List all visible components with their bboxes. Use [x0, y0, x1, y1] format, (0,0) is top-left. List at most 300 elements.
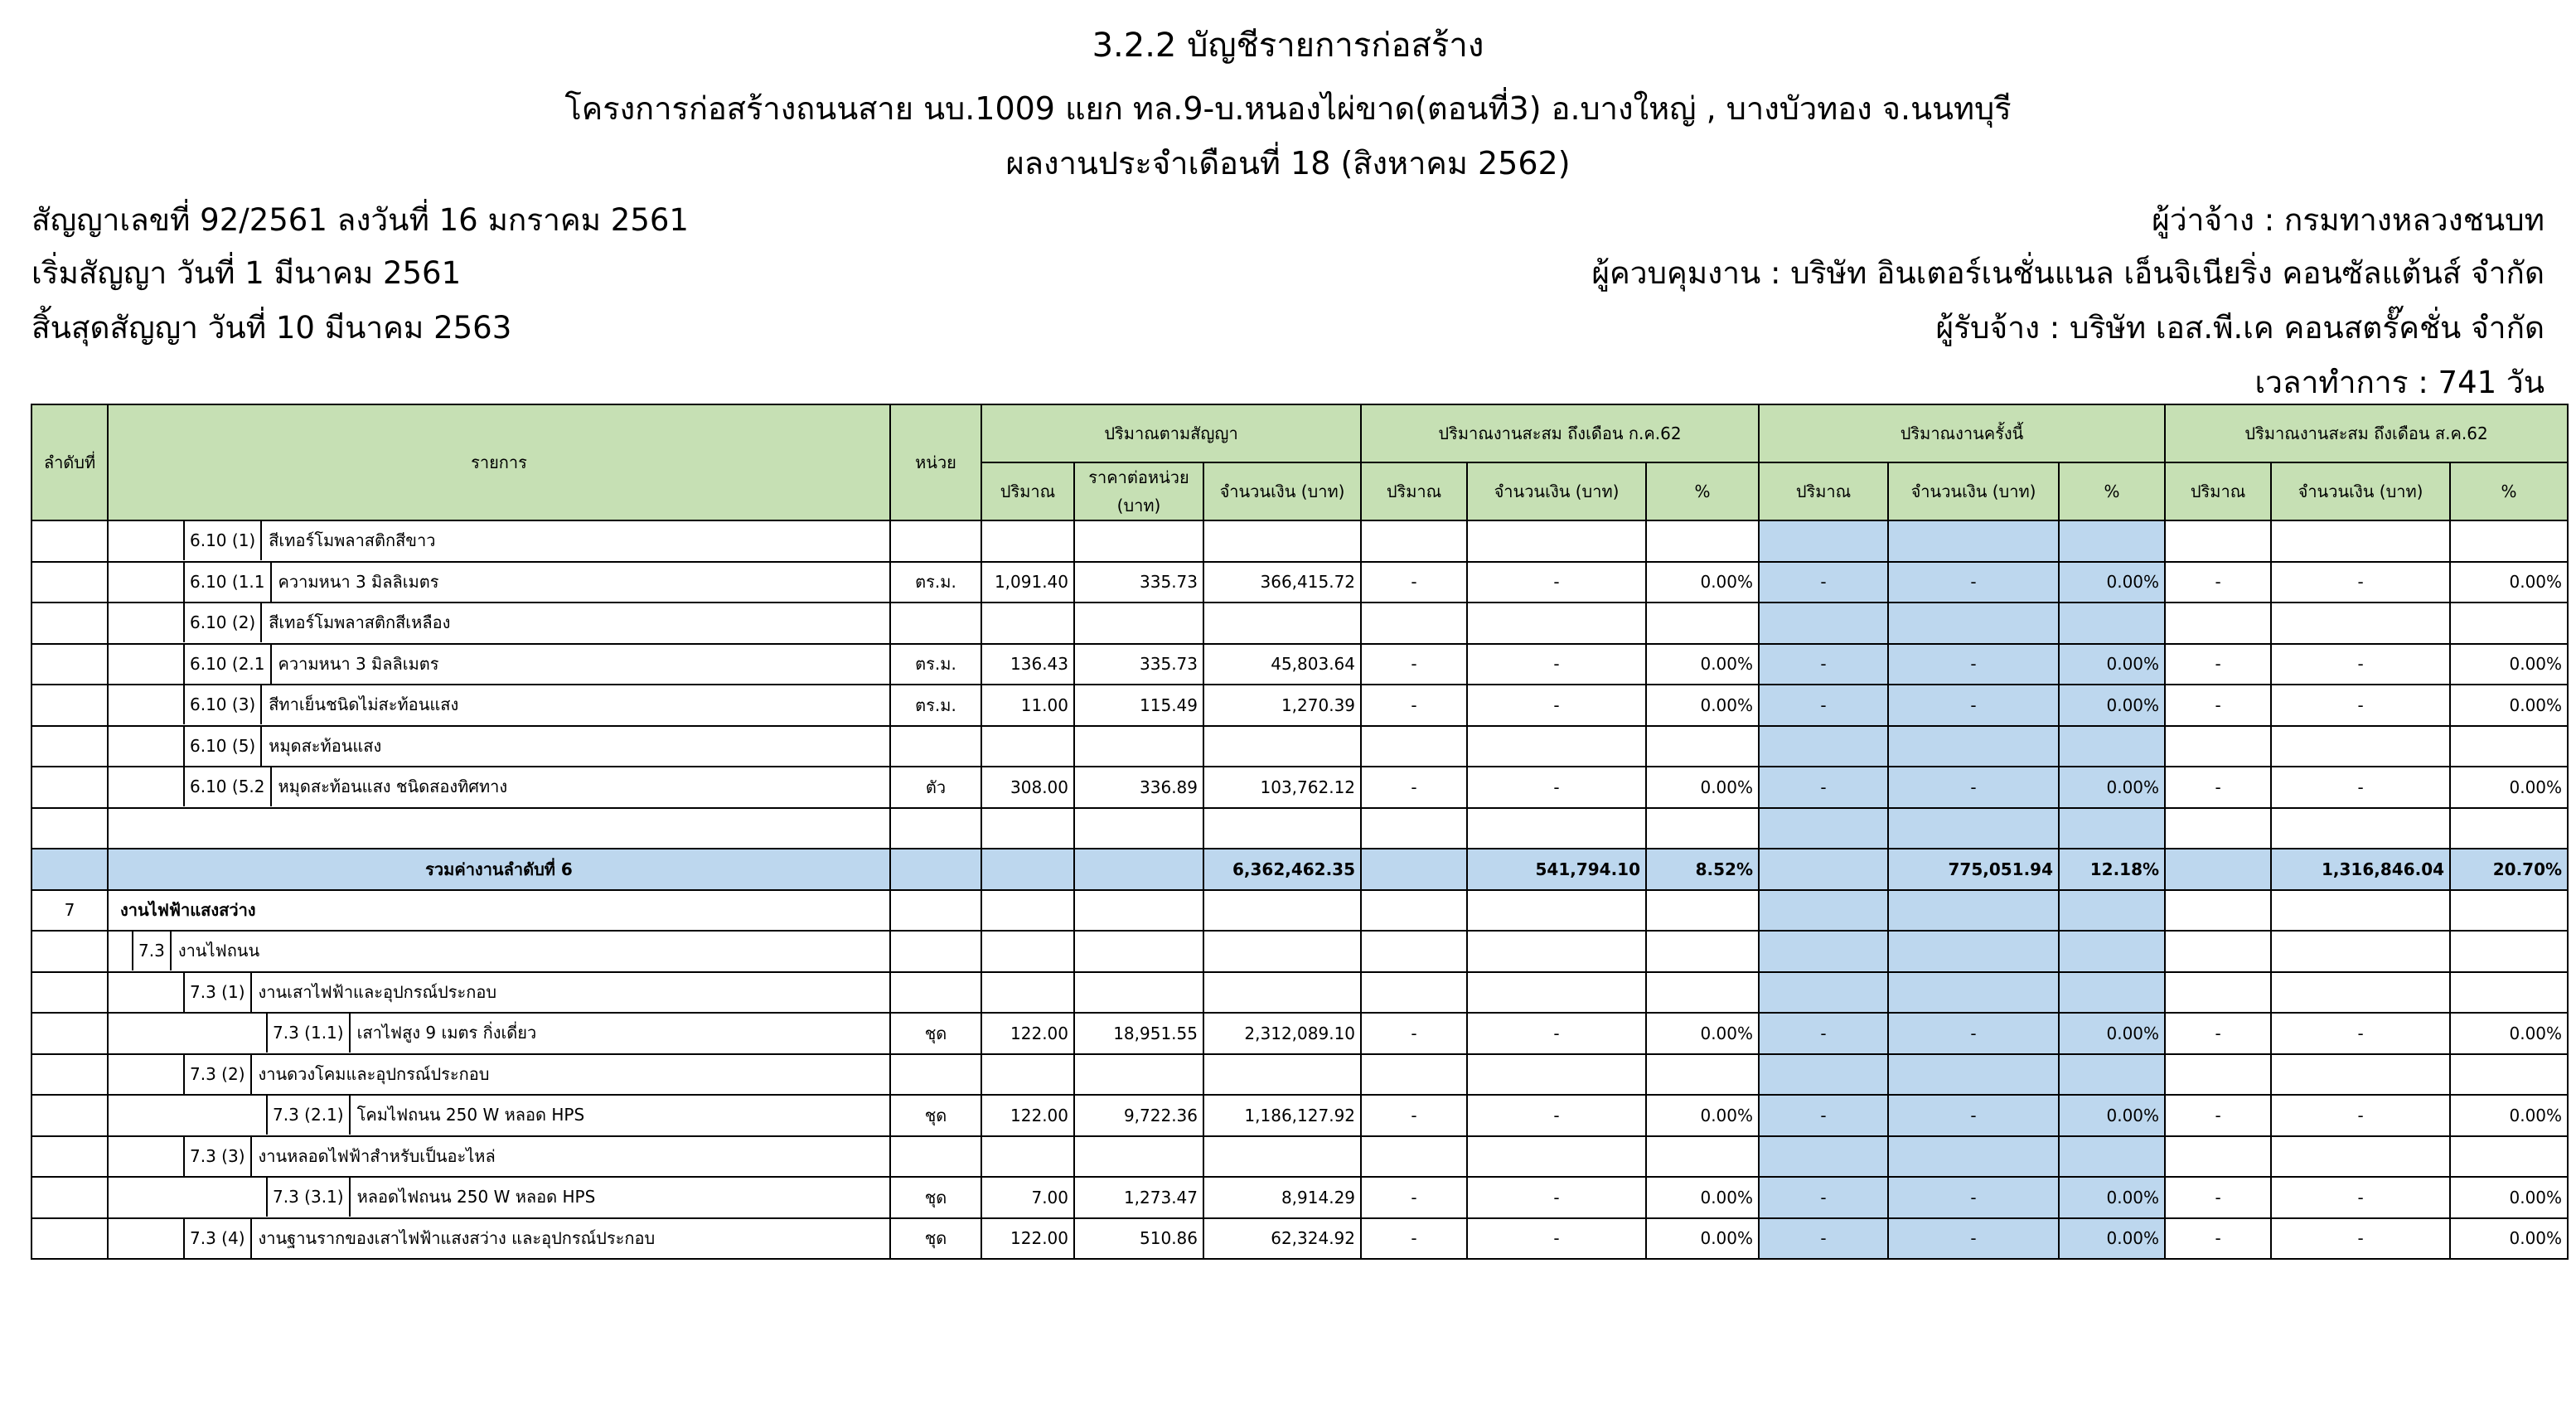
item-code: 7.3 (2)	[183, 1055, 252, 1094]
header-unit: หน่วย	[890, 404, 981, 520]
cell-cum-amount: -	[2271, 767, 2450, 808]
cell-prev-percent	[1646, 1054, 1759, 1096]
cell-current-percent: 0.00%	[2059, 1013, 2165, 1054]
cell-prev-qty: -	[1361, 644, 1467, 685]
cell-prev-amount: -	[1467, 1218, 1646, 1260]
cell-current-qty	[1759, 726, 1888, 767]
total-qty	[981, 849, 1074, 890]
header-current-group: ปริมาณงานครั้งนี้	[1759, 404, 2165, 462]
item-description: งานหลอดไฟฟ้าสำหรับเป็นอะไหล่	[258, 1145, 496, 1166]
cell-cum-percent	[2450, 890, 2568, 932]
cell-cum-qty: -	[2165, 1095, 2271, 1136]
cell-current-percent	[2059, 726, 2165, 767]
header-amount: จำนวนเงิน (บาท)	[2271, 462, 2450, 520]
cell-current-percent: 0.00%	[2059, 1218, 2165, 1260]
cell-prev-qty	[1361, 808, 1467, 849]
cell-qty	[981, 603, 1074, 644]
cell-current-percent	[2059, 1136, 2165, 1178]
cell-current-percent	[2059, 808, 2165, 849]
item-description: โคมไฟถนน 250 W หลอด HPS	[356, 1105, 585, 1125]
cell-cum-qty: -	[2165, 685, 2271, 726]
cell-current-qty	[1759, 931, 1888, 972]
cell-cum-percent	[2450, 726, 2568, 767]
cell-unit-price	[1074, 808, 1203, 849]
cell-cum-percent	[2450, 808, 2568, 849]
cell-cum-qty: -	[2165, 767, 2271, 808]
total-current-percent: 12.18%	[2059, 849, 2165, 890]
total-cum-percent: 20.70%	[2450, 849, 2568, 890]
cell-no	[31, 972, 108, 1014]
cell-no: 7	[31, 890, 108, 932]
cell-item	[108, 1177, 890, 1218]
cell-no	[31, 562, 108, 603]
cell-prev-qty: -	[1361, 767, 1467, 808]
item-code: 6.10 (5.2	[183, 767, 272, 806]
cell-prev-amount: -	[1467, 767, 1646, 808]
cell-prev-qty: -	[1361, 1013, 1467, 1054]
cell-cum-qty: -	[2165, 1013, 2271, 1054]
cell-no	[31, 931, 108, 972]
cell-current-amount	[1888, 726, 2059, 767]
cell-unit: ตัว	[890, 767, 981, 808]
item-code: 6.10 (1)	[183, 521, 262, 560]
cell-prev-percent	[1646, 972, 1759, 1014]
item-description	[114, 818, 120, 838]
cell-item	[108, 520, 890, 562]
item-code: 6.10 (2)	[183, 603, 262, 642]
cell-prev-amount	[1467, 520, 1646, 562]
cell-cum-percent: 0.00%	[2450, 1013, 2568, 1054]
total-label: รวมค่างานลำดับที่ 6	[108, 849, 890, 890]
item-description: หมุดสะท้อนแสง	[269, 735, 382, 756]
header-unit-price-sub: (บาท)	[1116, 496, 1161, 515]
item-description: ความหนา 3 มิลลิเมตร	[278, 571, 439, 592]
cell-current-amount	[1888, 931, 2059, 972]
employer: ผู้ว่าจ้าง : กรมทางหลวงชนบท	[2152, 202, 2545, 238]
cell-unit: ชุด	[890, 1013, 981, 1054]
cell-current-percent	[2059, 972, 2165, 1014]
cell-current-amount	[1888, 1054, 2059, 1096]
cell-cum-percent: 0.00%	[2450, 685, 2568, 726]
cell-unit: ชุด	[890, 1177, 981, 1218]
total-prev-qty	[1361, 849, 1467, 890]
cell-unit	[890, 808, 981, 849]
cell-current-qty: -	[1759, 1177, 1888, 1218]
item-description: งานเสาไฟฟ้าและอุปกรณ์ประกอบ	[258, 981, 497, 1002]
cell-cum-amount: -	[2271, 1095, 2450, 1136]
contract-number: สัญญาเลขที่ 92/2561 ลงวันที่ 16 มกราคม 2561	[31, 202, 689, 238]
cell-prev-amount	[1467, 808, 1646, 849]
cell-cum-amount	[2271, 931, 2450, 972]
cell-prev-percent	[1646, 726, 1759, 767]
total-unit	[890, 849, 981, 890]
header-cum-group: ปริมาณงานสะสม ถึงเดือน ส.ค.62	[2165, 404, 2568, 462]
cell-no	[31, 767, 108, 808]
item-description: สีเทอร์โมพลาสติกสีขาว	[269, 530, 436, 551]
table-body-section-6	[31, 520, 2568, 849]
cell-current-percent	[2059, 603, 2165, 644]
cell-item	[108, 808, 890, 849]
header-contract-group: ปริมาณตามสัญญา	[981, 404, 1361, 462]
cell-amount	[1203, 603, 1361, 644]
cell-qty	[981, 890, 1074, 932]
cell-unit-price: 335.73	[1074, 562, 1203, 603]
cell-unit	[890, 520, 981, 562]
cell-amount: 103,762.12	[1203, 767, 1361, 808]
header-percent: %	[2059, 462, 2165, 520]
total-no	[31, 849, 108, 890]
total-current-amount: 775,051.94	[1888, 849, 2059, 890]
table-row	[31, 808, 2568, 849]
cell-amount: 366,415.72	[1203, 562, 1361, 603]
cell-prev-percent	[1646, 808, 1759, 849]
cell-current-amount	[1888, 520, 2059, 562]
cell-amount	[1203, 1054, 1361, 1096]
cell-amount: 62,324.92	[1203, 1218, 1361, 1260]
cell-no	[31, 685, 108, 726]
table-row	[31, 726, 2568, 767]
total-amount: 6,362,462.35	[1203, 849, 1361, 890]
cell-prev-amount	[1467, 603, 1646, 644]
cell-unit-price	[1074, 520, 1203, 562]
contractor: ผู้รับจ้าง : บริษัท เอส.พี.เค คอนสตรั๊คชั่น จำกัด	[1935, 310, 2545, 346]
item-description: งานไฟถนน	[177, 941, 260, 961]
cell-cum-percent	[2450, 1136, 2568, 1178]
cell-current-qty: -	[1759, 562, 1888, 603]
cell-unit	[890, 972, 981, 1014]
cell-current-amount	[1888, 808, 2059, 849]
cell-cum-amount: -	[2271, 685, 2450, 726]
cell-cum-qty	[2165, 890, 2271, 932]
cell-cum-percent: 0.00%	[2450, 644, 2568, 685]
cell-prev-amount: -	[1467, 562, 1646, 603]
cell-prev-percent: 0.00%	[1646, 1177, 1759, 1218]
cell-cum-qty	[2165, 1136, 2271, 1178]
cell-item	[108, 1095, 890, 1136]
cell-current-amount	[1888, 972, 2059, 1014]
cell-prev-percent: 0.00%	[1646, 685, 1759, 726]
cell-cum-amount	[2271, 890, 2450, 932]
cell-current-amount: -	[1888, 685, 2059, 726]
page-title: 3.2.2 บัญชีรายการก่อสร้าง	[1092, 27, 1484, 65]
total-current-qty	[1759, 849, 1888, 890]
cell-amount: 8,914.29	[1203, 1177, 1361, 1218]
cell-current-amount: -	[1888, 767, 2059, 808]
cell-prev-qty	[1361, 931, 1467, 972]
cell-prev-amount	[1467, 890, 1646, 932]
cell-current-percent	[2059, 931, 2165, 972]
header-qty: ปริมาณ	[1759, 462, 1888, 520]
item-description: หลอดไฟถนน 250 W หลอด HPS	[356, 1187, 596, 1207]
cell-prev-amount: -	[1467, 1177, 1646, 1218]
item-description: งานไฟฟ้าแสงสว่าง	[120, 900, 256, 921]
table-row	[31, 972, 2568, 1014]
item-code: 6.10 (5)	[183, 727, 262, 766]
cell-prev-qty: -	[1361, 685, 1467, 726]
construction-items-table	[31, 404, 2569, 1260]
cell-unit-price: 510.86	[1074, 1218, 1203, 1260]
cell-qty	[981, 931, 1074, 972]
cell-unit	[890, 1054, 981, 1096]
cell-prev-amount	[1467, 1054, 1646, 1096]
cell-no	[31, 1177, 108, 1218]
cell-cum-qty	[2165, 1054, 2271, 1096]
cell-current-percent	[2059, 520, 2165, 562]
cell-current-amount: -	[1888, 1218, 2059, 1260]
cell-prev-percent	[1646, 520, 1759, 562]
cell-cum-amount	[2271, 1136, 2450, 1178]
cell-qty: 7.00	[981, 1177, 1074, 1218]
cell-prev-amount	[1467, 1136, 1646, 1178]
item-code: 6.10 (3)	[183, 685, 262, 724]
total-cum-qty	[2165, 849, 2271, 890]
cell-no	[31, 1054, 108, 1096]
cell-cum-percent: 0.00%	[2450, 562, 2568, 603]
cell-unit-price: 1,273.47	[1074, 1177, 1203, 1218]
cell-unit-price	[1074, 931, 1203, 972]
header-amount: จำนวนเงิน (บาท)	[1888, 462, 2059, 520]
header-amount: จำนวนเงิน (บาท)	[1203, 462, 1361, 520]
item-description: สีเทอร์โมพลาสติกสีเหลือง	[269, 612, 451, 633]
cell-no	[31, 1095, 108, 1136]
table-row	[31, 562, 2568, 603]
cell-cum-qty	[2165, 603, 2271, 644]
cell-current-qty	[1759, 603, 1888, 644]
cell-prev-percent	[1646, 890, 1759, 932]
cell-cum-qty	[2165, 972, 2271, 1014]
item-code: 6.10 (2.1	[183, 645, 272, 684]
cell-amount	[1203, 890, 1361, 932]
table-row	[31, 931, 2568, 972]
cell-prev-qty: -	[1361, 1218, 1467, 1260]
table-row	[31, 644, 2568, 685]
cell-current-amount	[1888, 1136, 2059, 1178]
cell-cum-amount	[2271, 726, 2450, 767]
cell-current-qty	[1759, 890, 1888, 932]
header-qty: ปริมาณ	[1361, 462, 1467, 520]
header-qty: ปริมาณ	[2165, 462, 2271, 520]
item-code: 7.3 (3)	[183, 1137, 252, 1176]
cell-unit-price	[1074, 603, 1203, 644]
cell-amount	[1203, 726, 1361, 767]
cell-cum-qty: -	[2165, 644, 2271, 685]
cell-unit-price: 9,722.36	[1074, 1095, 1203, 1136]
cell-qty	[981, 726, 1074, 767]
cell-item	[108, 562, 890, 603]
cell-cum-qty	[2165, 726, 2271, 767]
table-body-section-7	[31, 890, 2568, 1260]
cell-current-amount	[1888, 603, 2059, 644]
cell-prev-percent: 0.00%	[1646, 644, 1759, 685]
header-unit-price-label: ราคาต่อหน่วย	[1088, 467, 1189, 487]
cell-prev-percent: 0.00%	[1646, 562, 1759, 603]
cell-amount	[1203, 520, 1361, 562]
cell-current-percent: 0.00%	[2059, 685, 2165, 726]
header-percent: %	[1646, 462, 1759, 520]
cell-cum-amount: -	[2271, 1177, 2450, 1218]
table-row	[31, 1095, 2568, 1136]
cell-qty	[981, 1054, 1074, 1096]
cell-no	[31, 603, 108, 644]
cell-cum-percent: 0.00%	[2450, 1218, 2568, 1260]
cell-prev-percent: 0.00%	[1646, 1013, 1759, 1054]
cell-item	[108, 685, 890, 726]
cell-amount	[1203, 808, 1361, 849]
duration: เวลาทำการ : 741 วัน	[2254, 365, 2545, 400]
cell-unit	[890, 603, 981, 644]
cell-prev-percent: 0.00%	[1646, 1095, 1759, 1136]
project-title: โครงการก่อสร้างถนนสาย นบ.1009 แยก ทล.9-บ.หนองไผ่ขาด(ตอนที่3) อ.บางใหญ่ , บางบัวทอง จ.นนทบุรี	[564, 90, 2012, 127]
cell-unit: ตร.ม.	[890, 644, 981, 685]
cell-cum-percent	[2450, 1054, 2568, 1096]
cell-unit-price	[1074, 890, 1203, 932]
cell-current-percent	[2059, 890, 2165, 932]
table-row	[31, 1218, 2568, 1260]
cell-amount: 1,186,127.92	[1203, 1095, 1361, 1136]
cell-no	[31, 644, 108, 685]
cell-item	[108, 890, 890, 932]
cell-prev-percent: 0.00%	[1646, 1218, 1759, 1260]
cell-cum-qty: -	[2165, 562, 2271, 603]
table-row	[31, 1013, 2568, 1054]
cell-no	[31, 808, 108, 849]
total-prev-amount: 541,794.10	[1467, 849, 1646, 890]
cell-item	[108, 1218, 890, 1260]
cell-qty	[981, 1136, 1074, 1178]
cell-unit-price: 18,951.55	[1074, 1013, 1203, 1054]
cell-current-qty: -	[1759, 767, 1888, 808]
cell-cum-qty	[2165, 931, 2271, 972]
cell-unit-price	[1074, 1136, 1203, 1178]
cell-unit-price: 336.89	[1074, 767, 1203, 808]
cell-prev-amount: -	[1467, 1095, 1646, 1136]
item-description: งานดวงโคมและอุปกรณ์ประกอบ	[258, 1063, 490, 1084]
cell-cum-percent	[2450, 931, 2568, 972]
cell-current-qty	[1759, 1136, 1888, 1178]
cell-cum-percent: 0.00%	[2450, 767, 2568, 808]
cell-current-amount: -	[1888, 644, 2059, 685]
cell-item	[108, 644, 890, 685]
cell-prev-amount	[1467, 972, 1646, 1014]
cell-current-percent: 0.00%	[2059, 1177, 2165, 1218]
item-code: 7.3 (4)	[183, 1219, 252, 1258]
cell-unit-price	[1074, 726, 1203, 767]
cell-cum-amount: -	[2271, 644, 2450, 685]
cell-prev-qty	[1361, 726, 1467, 767]
header-prev-group: ปริมาณงานสะสม ถึงเดือน ก.ค.62	[1361, 404, 1759, 462]
cell-current-qty: -	[1759, 1095, 1888, 1136]
cell-item	[108, 726, 890, 767]
contract-end: สิ้นสุดสัญญา วันที่ 10 มีนาคม 2563	[31, 310, 512, 346]
cell-amount	[1203, 972, 1361, 1014]
header-item: รายการ	[108, 404, 890, 520]
cell-cum-amount	[2271, 520, 2450, 562]
cell-cum-percent: 0.00%	[2450, 1095, 2568, 1136]
cell-current-percent: 0.00%	[2059, 1095, 2165, 1136]
table-row	[31, 1054, 2568, 1096]
cell-current-amount	[1888, 890, 2059, 932]
cell-current-percent: 0.00%	[2059, 644, 2165, 685]
cell-prev-qty	[1361, 972, 1467, 1014]
cell-prev-qty	[1361, 520, 1467, 562]
cell-current-amount: -	[1888, 562, 2059, 603]
cell-unit-price: 115.49	[1074, 685, 1203, 726]
cell-cum-percent	[2450, 603, 2568, 644]
cell-current-qty: -	[1759, 1013, 1888, 1054]
cell-unit: ชุด	[890, 1095, 981, 1136]
item-description: เสาไฟสูง 9 เมตร กิ่งเดี่ยว	[356, 1023, 537, 1043]
cell-qty: 11.00	[981, 685, 1074, 726]
item-code: 7.3 (3.1)	[266, 1178, 351, 1217]
item-description: งานฐานรากของเสาไฟฟ้าแสงสว่าง และอุปกรณ์ประกอบ	[258, 1227, 656, 1248]
cell-current-qty: -	[1759, 685, 1888, 726]
cell-cum-qty	[2165, 520, 2271, 562]
cell-current-qty: -	[1759, 1218, 1888, 1260]
cell-cum-amount: -	[2271, 562, 2450, 603]
cell-current-qty	[1759, 808, 1888, 849]
cell-item	[108, 1054, 890, 1096]
table-row	[31, 1177, 2568, 1218]
cell-current-qty	[1759, 972, 1888, 1014]
cell-current-amount: -	[1888, 1013, 2059, 1054]
cell-unit-price	[1074, 972, 1203, 1014]
cell-item	[108, 767, 890, 808]
cell-no	[31, 726, 108, 767]
cell-qty: 308.00	[981, 767, 1074, 808]
cell-cum-amount	[2271, 603, 2450, 644]
cell-prev-amount: -	[1467, 644, 1646, 685]
cell-cum-amount	[2271, 808, 2450, 849]
cell-item	[108, 1013, 890, 1054]
cell-cum-amount: -	[2271, 1218, 2450, 1260]
cell-amount: 1,270.39	[1203, 685, 1361, 726]
cell-no	[31, 1136, 108, 1178]
item-code: 7.3 (1)	[183, 973, 252, 1012]
table-row	[31, 603, 2568, 644]
cell-prev-qty: -	[1361, 1095, 1467, 1136]
cell-cum-percent	[2450, 520, 2568, 562]
cell-prev-amount: -	[1467, 1013, 1646, 1054]
table-row	[31, 1136, 2568, 1178]
cell-prev-qty: -	[1361, 562, 1467, 603]
cell-prev-amount	[1467, 931, 1646, 972]
item-code: 7.3 (2.1)	[266, 1096, 351, 1135]
cell-amount: 2,312,089.10	[1203, 1013, 1361, 1054]
cell-current-qty: -	[1759, 644, 1888, 685]
cell-amount	[1203, 1136, 1361, 1178]
cell-no	[31, 1013, 108, 1054]
cell-unit	[890, 726, 981, 767]
cell-unit	[890, 931, 981, 972]
cell-current-percent: 0.00%	[2059, 562, 2165, 603]
cell-prev-percent	[1646, 603, 1759, 644]
cell-prev-qty	[1361, 1054, 1467, 1096]
cell-qty: 122.00	[981, 1218, 1074, 1260]
cell-item	[108, 972, 890, 1014]
cell-item	[108, 931, 890, 972]
cell-qty	[981, 972, 1074, 1014]
cell-cum-percent	[2450, 972, 2568, 1014]
total-section	[31, 849, 2568, 890]
cell-prev-percent: 0.00%	[1646, 767, 1759, 808]
cell-qty	[981, 808, 1074, 849]
cell-cum-amount	[2271, 1054, 2450, 1096]
header-percent: %	[2450, 462, 2568, 520]
table-row	[31, 520, 2568, 562]
cell-qty: 1,091.40	[981, 562, 1074, 603]
cell-amount	[1203, 931, 1361, 972]
cell-unit	[890, 1136, 981, 1178]
